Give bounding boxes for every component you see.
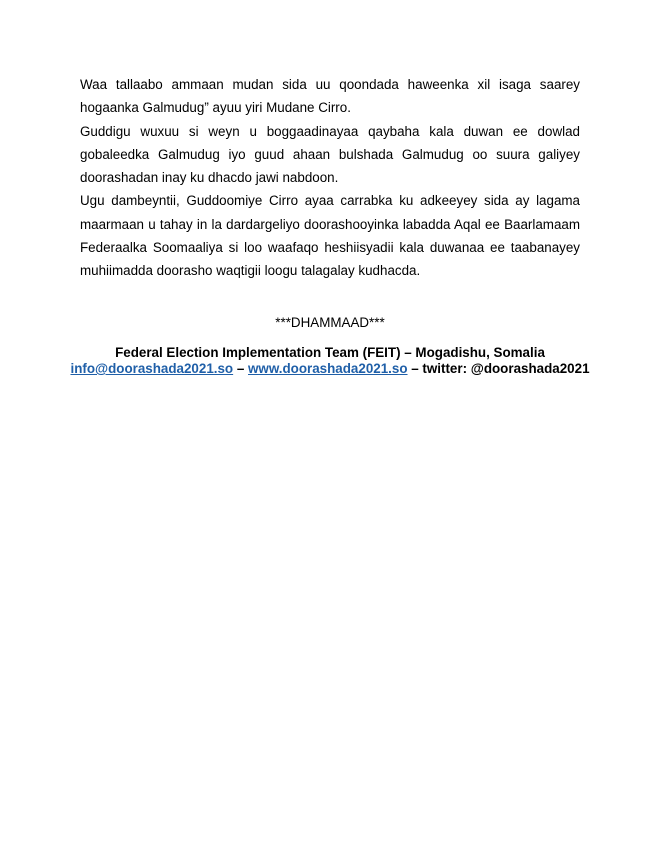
twitter-handle: – twitter: @doorashada2021	[407, 361, 590, 376]
end-mark: ***DHAMMAAD***	[275, 315, 385, 330]
paragraph-2: Guddigu wuxuu si weyn u boggaadinayaa qaybaha kala duwan ee dowlad gobaleedka Galmudug iyo guud ahaan bulshada Galmudug oo suura galiyey doorashadan inay ku dhacdo jawi nabdoon.	[80, 123, 580, 186]
paragraph-3: Ugu dambeyntii, Guddoomiye Cirro ayaa carrabka ku adkeeyey sida ay lagama maarmaan u tahay in la dardargeliyo doorashooyinka labadda Aqal ee Baarlamaam Federaalka Soomaaliya si loo waafaqo heshiisyadii kala duwanaa ee taabanayey muhiimadda doorasho waqtigii loogu talagalay kudhacda.	[80, 193, 580, 279]
body-text	[80, 73, 580, 283]
footer	[0, 345, 660, 377]
paragraph-1: Waa tallaabo ammaan mudan sida uu qoondada haweenka xil isaga saarey hogaanka Galmudug” ayuu yiri Mudane Cirro.	[80, 77, 580, 116]
footer-org: Federal Election Implementation Team (FEIT) – Mogadishu, Somalia	[115, 345, 545, 360]
email-link[interactable]: info@doorashada2021.so	[70, 361, 234, 376]
website-link[interactable]: www.doorashada2021.so	[248, 361, 408, 376]
footer-separator: –	[233, 361, 249, 376]
footer-contact	[0, 361, 660, 377]
